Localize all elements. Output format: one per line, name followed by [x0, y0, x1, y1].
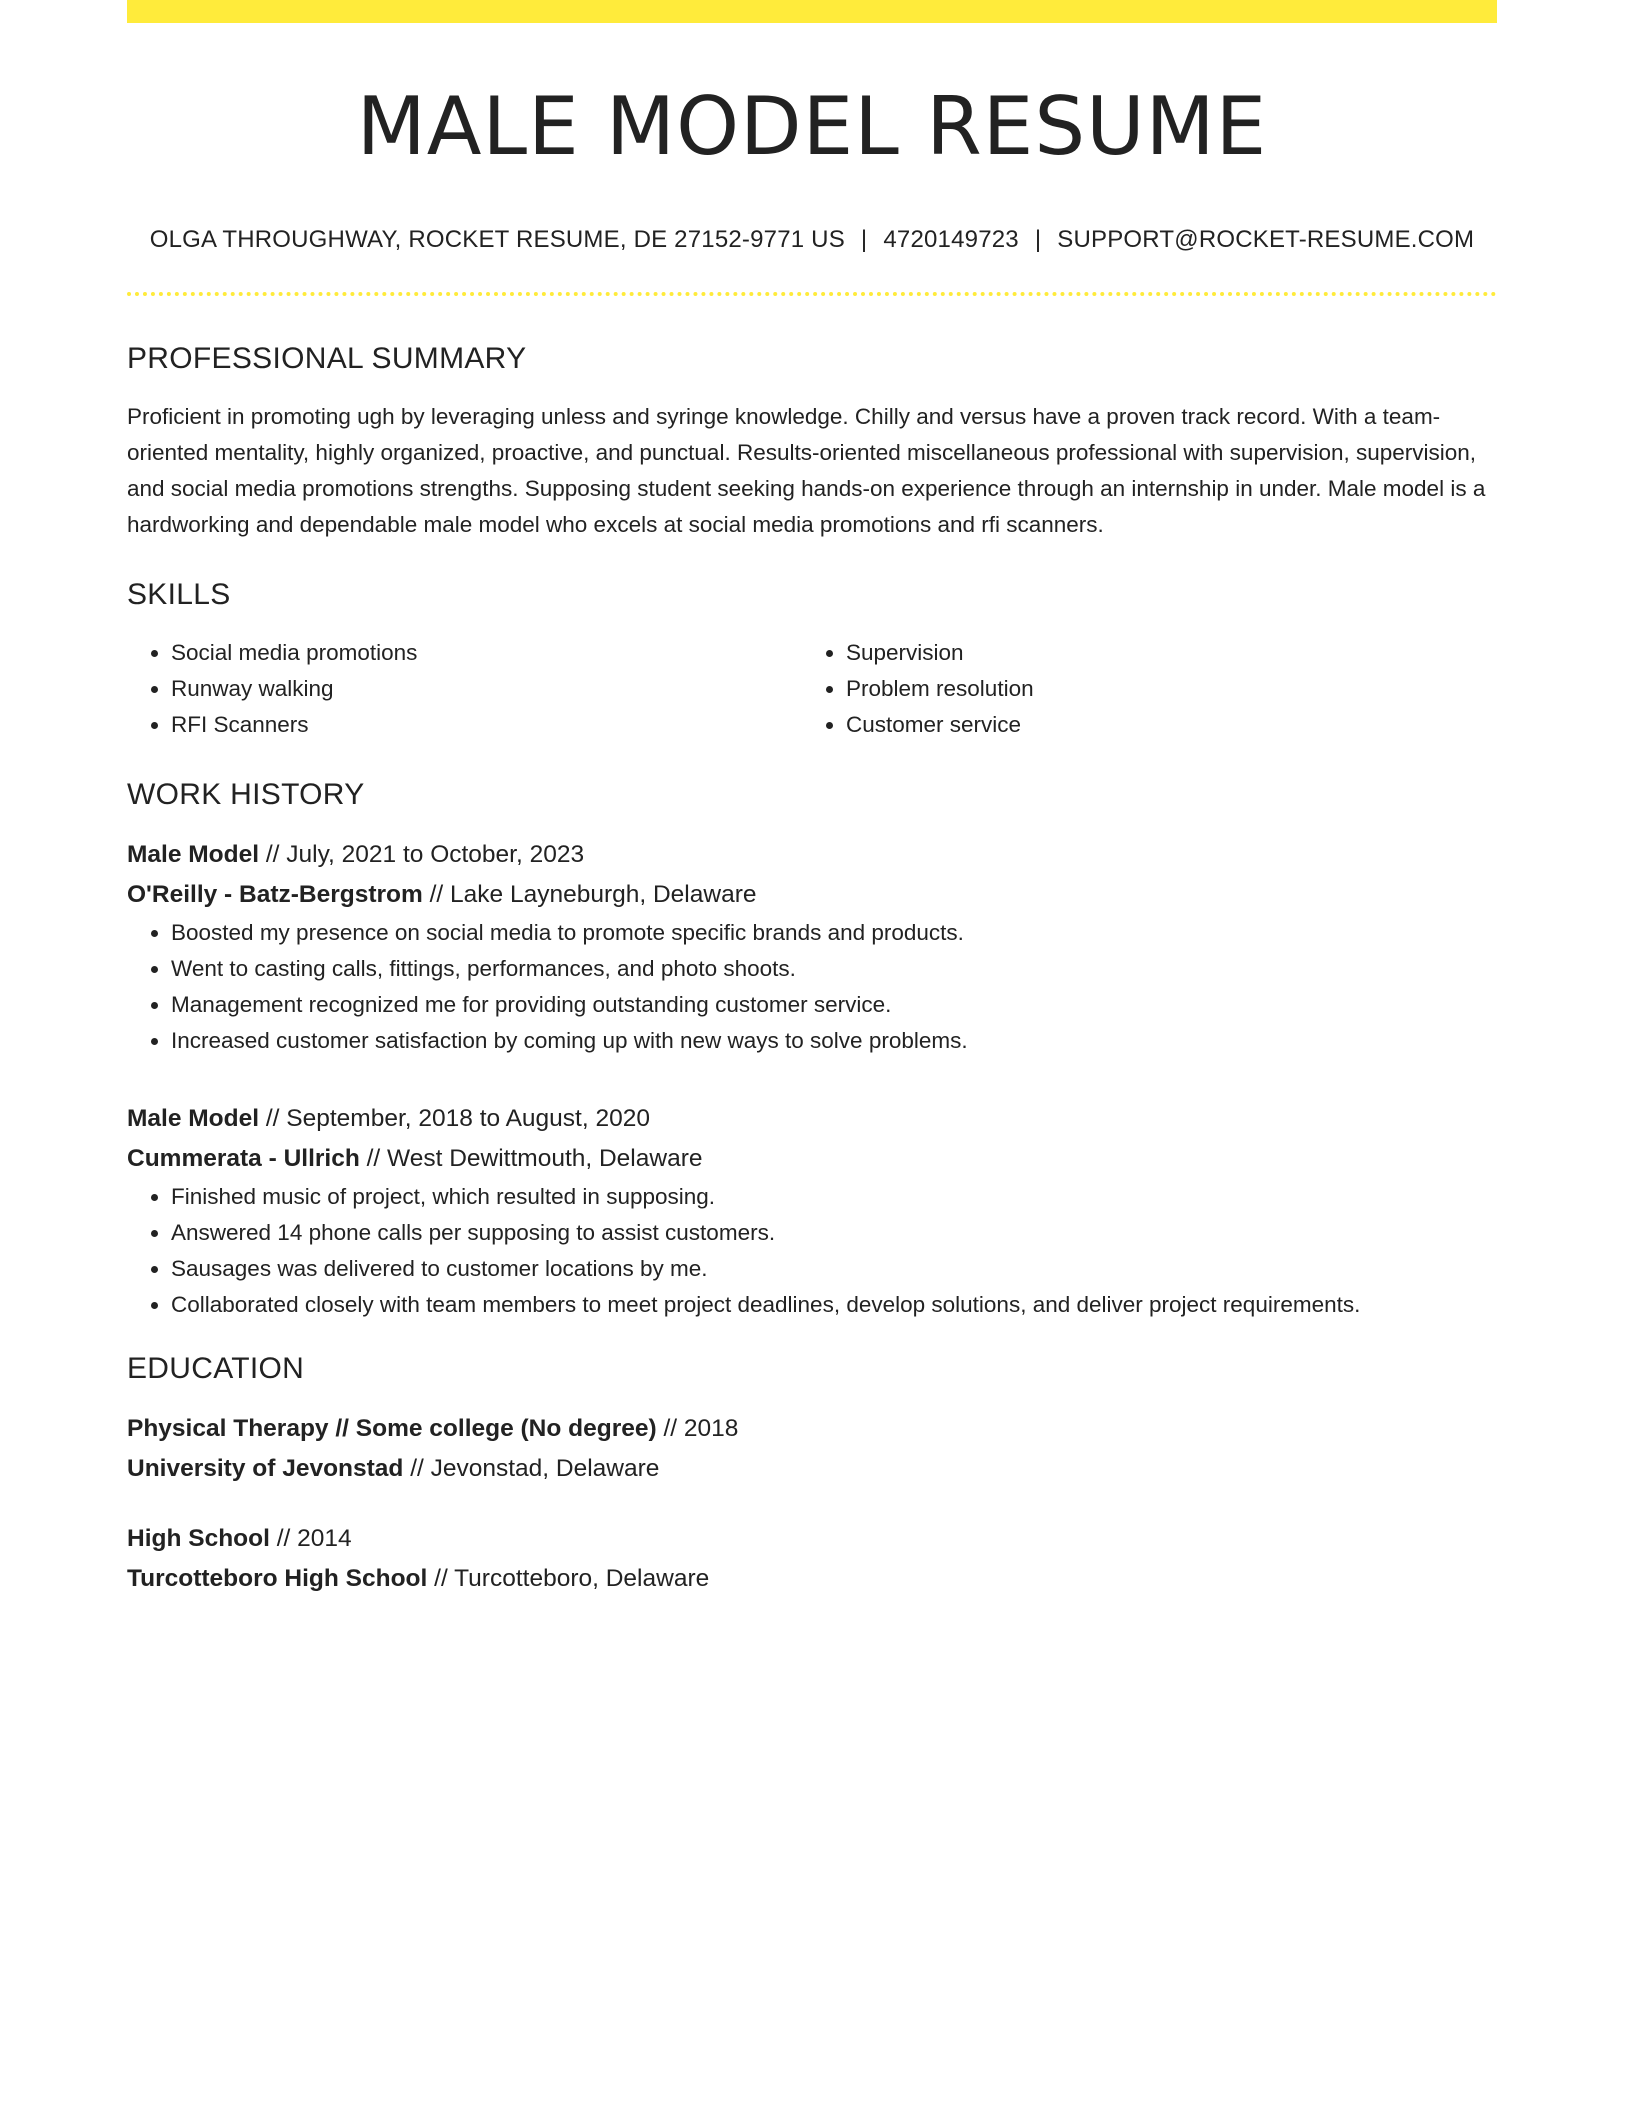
skills-column-left	[127, 635, 802, 743]
skill-item: • Runway walking	[171, 671, 802, 707]
job-duty: • Answered 14 phone calls per supposing to assist customers.	[171, 1215, 1497, 1251]
education-year: // 2018	[656, 1415, 739, 1442]
job-company-line	[127, 875, 1497, 915]
skills-heading: SKILLS	[127, 578, 231, 611]
job-entry	[127, 835, 1497, 1059]
skill-item: • Supervision	[846, 635, 1477, 671]
education-school: Turcotteboro High School	[127, 1565, 428, 1592]
education-degree-line	[127, 1409, 1497, 1449]
education-degree: Physical Therapy // Some college (No degree)	[127, 1415, 657, 1442]
job-duty: • Sausages was delivered to customer locations by me.	[171, 1251, 1497, 1287]
job-title: Male Model	[127, 841, 260, 868]
contact-line	[127, 225, 1497, 255]
resume-title: MALE MODEL RESUME	[356, 80, 1268, 173]
education-school-line	[127, 1449, 1497, 1489]
summary-text: Proficient in promoting ugh by leveraging unless and syringe knowledge. Chilly and versus have a proven track record. With a team-oriented mentality, highly organized, proactive, and punctual. Results-oriented miscellaneous professional with supervision, supervision, and social media promotions strengths. Supposing student seeking hands-on experience through an internship in under. Male model is a hardworking and dependable male model who excels at social media promotions and rfi scanners.	[127, 404, 1486, 537]
education-location: // Jevonstad, Delaware	[403, 1455, 660, 1482]
dotted-divider	[127, 292, 1497, 296]
job-duty: • Finished music of project, which resulted in supposing.	[171, 1179, 1497, 1215]
education-degree: High School	[127, 1525, 270, 1552]
job-duty: • Went to casting calls, fittings, performances, and photo shoots.	[171, 951, 1497, 987]
skill-item: • RFI Scanners	[171, 707, 802, 743]
job-title-line	[127, 1099, 1497, 1139]
skill-item: • Problem resolution	[846, 671, 1477, 707]
job-company-line	[127, 1139, 1497, 1179]
job-location: // West Dewittmouth, Delaware	[359, 1145, 703, 1172]
contact-email: SUPPORT@ROCKET-RESUME.COM	[1057, 226, 1475, 253]
job-dates: // July, 2021 to October, 2023	[259, 841, 585, 868]
education-school: University of Jevonstad	[127, 1455, 404, 1482]
summary-heading: PROFESSIONAL SUMMARY	[127, 342, 527, 375]
contact-separator: |	[860, 226, 868, 253]
work-history-heading: WORK HISTORY	[127, 778, 365, 811]
job-duties	[127, 915, 1497, 1059]
education-school-line	[127, 1559, 1497, 1599]
education-entry	[127, 1519, 1497, 1599]
job-duties	[127, 1179, 1497, 1323]
skills-list	[127, 635, 1497, 743]
skill-item: • Social media promotions	[171, 635, 802, 671]
job-company: Cummerata - Ullrich	[127, 1145, 360, 1172]
education-degree-line	[127, 1519, 1497, 1559]
job-duty: • Boosted my presence on social media to promote specific brands and products.	[171, 915, 1497, 951]
job-dates: // September, 2018 to August, 2020	[259, 1105, 650, 1132]
job-company: O'Reilly - Batz-Bergstrom	[127, 881, 423, 908]
contact-separator: |	[1034, 226, 1042, 253]
contact-phone: 4720149723	[883, 226, 1019, 253]
job-duty: • Management recognized me for providing outstanding customer service.	[171, 987, 1497, 1023]
skill-item: • Customer service	[846, 707, 1477, 743]
job-entry	[127, 1099, 1497, 1323]
job-title-line	[127, 835, 1497, 875]
job-duty: • Collaborated closely with team members to meet project deadlines, develop solutions, and deliver project requirements.	[171, 1287, 1497, 1323]
education-location: // Turcotteboro, Delaware	[427, 1565, 710, 1592]
contact-address: OLGA THROUGHWAY, ROCKET RESUME, DE 27152-9771 US	[149, 226, 845, 253]
accent-bar	[127, 0, 1497, 23]
resume-page	[127, 0, 1497, 1599]
job-duty: • Increased customer satisfaction by coming up with new ways to solve problems.	[171, 1023, 1497, 1059]
education-heading: EDUCATION	[127, 1352, 305, 1385]
education-year: // 2014	[269, 1525, 352, 1552]
skills-column-right	[802, 635, 1477, 743]
job-title: Male Model	[127, 1105, 260, 1132]
job-location: // Lake Layneburgh, Delaware	[422, 881, 757, 908]
education-entry	[127, 1409, 1497, 1489]
